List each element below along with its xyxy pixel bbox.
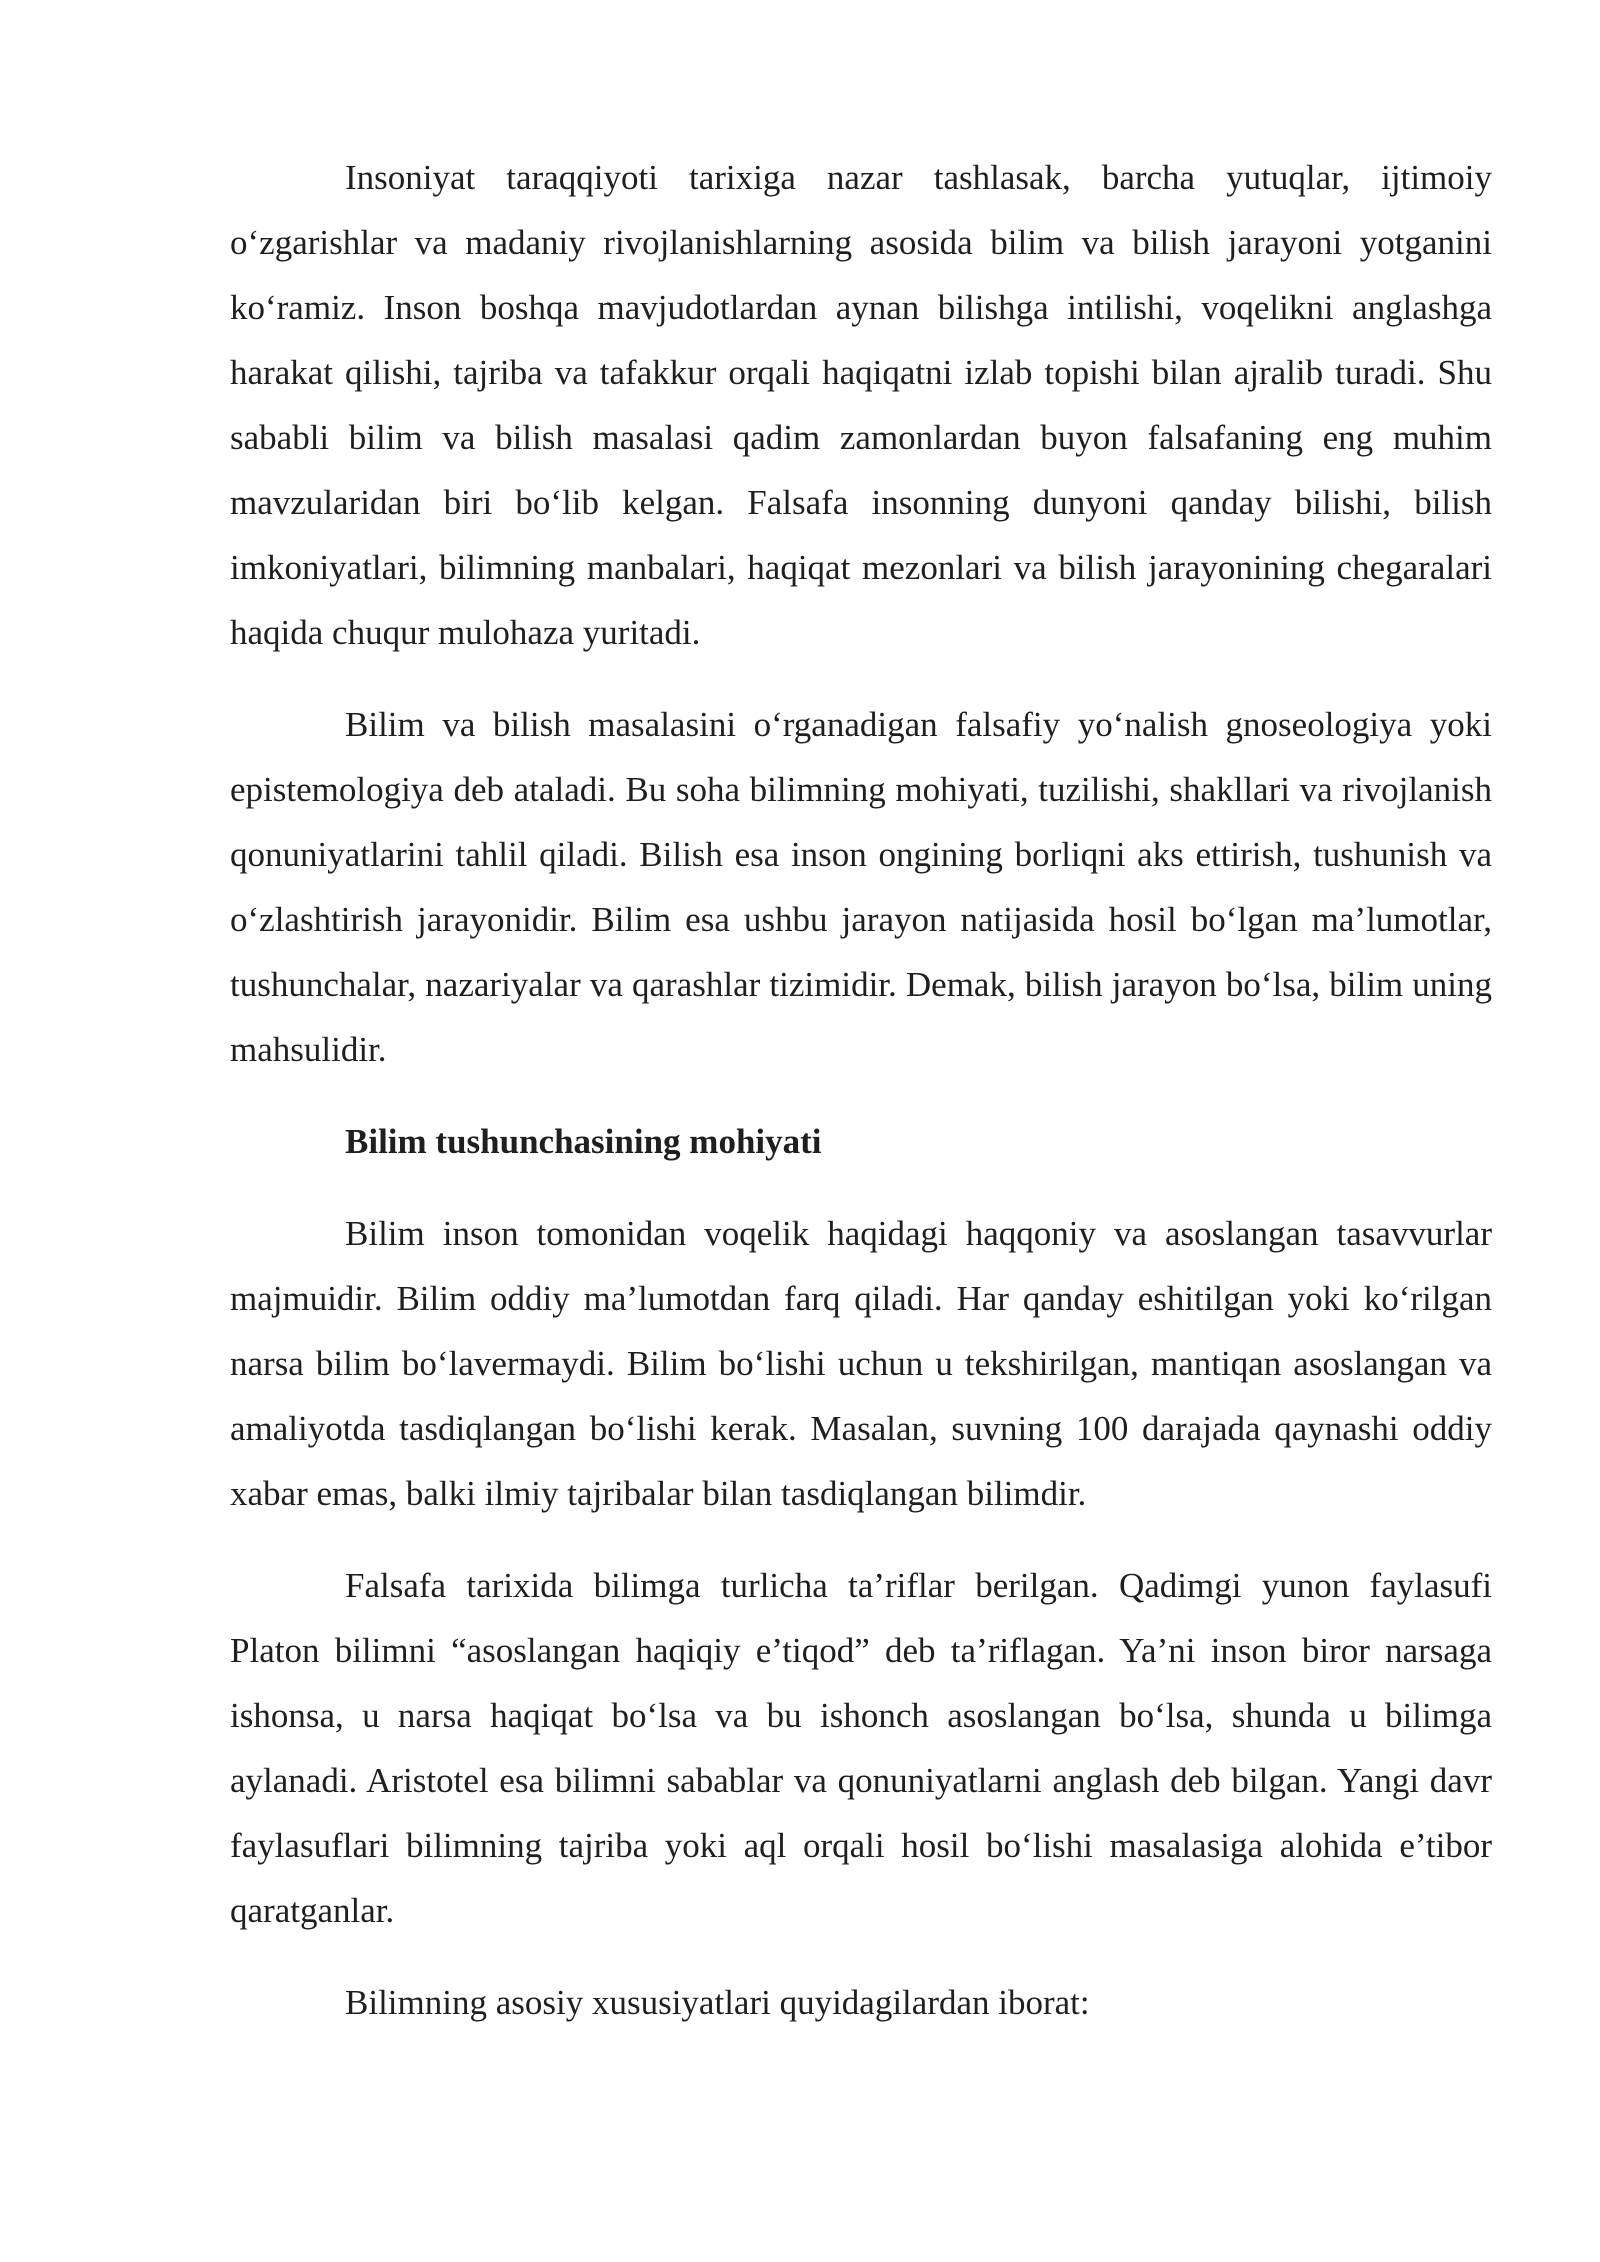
- paragraph-intro-2: Bilim va bilish masalasini o‘rganadigan falsafiy yo‘nalish gnoseologiya yoki epistemologiya deb ataladi. Bu soha bilimning mohiyati, tuzilishi, shakllari va rivojlanish qonuniyatlarini tahlil qiladi. Bilish esa inson ongining borliqni aks ettirish, tushunish va o‘zlashtirish jarayonidir. Bilim esa ushbu jarayon natijasida hosil bo‘lgan ma’lumotlar, tushunchalar, nazariyalar va qarashlar tizimidir. Demak, bilish jarayon bo‘lsa, bilim uning mahsulidir.: [230, 705, 1492, 1069]
- paragraph-section-2: Falsafa tarixida bilimga turlicha ta’riflar berilgan. Qadimgi yunon faylasufi Platon bilimni “asoslangan haqiqiy e’tiqod” deb ta’riflagan. Ya’ni inson biror narsaga ishonsa, u narsa haqiqat bo‘lsa va bu ishonch asoslangan bo‘lsa, shunda u bilimga aylanadi. Aristotel esa bilimni sabablar va qonuniyatlarni anglash deb bilgan. Yangi davr faylasuflari bilimning tajriba yoki aql orqali hosil bo‘lishi masalasiga alohida e’tibor qaratganlar.: [230, 1566, 1492, 1930]
- paragraph-section-1: Bilim inson tomonidan voqelik haqidagi haqqoniy va asoslangan tasavvurlar majmuidir. Bilim oddiy ma’lumotdan farq qiladi. Har qanday eshitilgan yoki ko‘rilgan narsa bilim bo‘lavermaydi. Bilim bo‘lishi uchun u tekshirilgan, mantiqan asoslangan va amaliyotda tasdiqlangan bo‘lishi kerak. Masalan, suvning 100 darajada qaynashi oddiy xabar emas, balki ilmiy tajribalar bilan tasdiqlangan bilimdir.: [230, 1214, 1492, 1513]
- section-heading: Bilim tushunchasining mohiyati: [345, 1122, 822, 1161]
- document-body: [230, 145, 1492, 2035]
- paragraph-section-3: Bilimning asosiy xususiyatlari quyidagilardan iborat:: [345, 1983, 1090, 2022]
- paragraph-intro-1: Insoniyat taraqqiyoti tarixiga nazar tashlasak, barcha yutuqlar, ijtimoiy o‘zgarishlar va madaniy rivojlanishlarning asosida bilim va bilish jarayoni yotganini ko‘ramiz. Inson boshqa mavjudotlardan aynan bilishga intilishi, voqelikni anglashga harakat qilishi, tajriba va tafakkur orqali haqiqatni izlab topishi bilan ajralib turadi. Shu sababli bilim va bilish masalasi qadim zamonlardan buyon falsafaning eng muhim mavzularidan biri bo‘lib kelgan. Falsafa insonning dunyoni qanday bilishi, bilish imkoniyatlari, bilimning manbalari, haqiqat mezonlari va bilish jarayonining chegaralari haqida chuqur mulohaza yuritadi.: [230, 158, 1492, 652]
